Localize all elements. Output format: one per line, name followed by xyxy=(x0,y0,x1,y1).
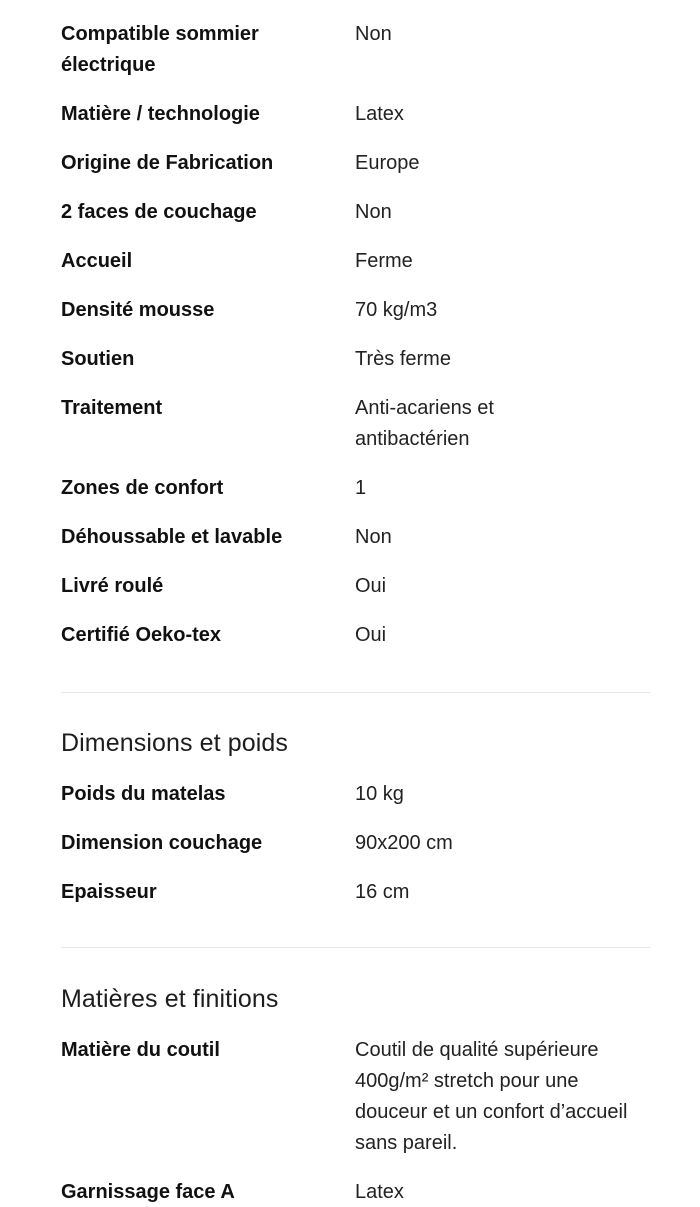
section-divider xyxy=(61,692,650,693)
spec-value: Anti-acariens et antibactérien xyxy=(355,397,494,450)
spec-label: 2 faces de couchage xyxy=(61,201,257,223)
spec-value: 70 kg/m3 xyxy=(355,299,438,321)
spec-value: 10 kg xyxy=(355,783,404,805)
spec-row xyxy=(61,819,650,868)
spec-label: Traitement xyxy=(61,397,163,419)
spec-label: Matière du coutil xyxy=(61,1039,220,1061)
spec-value: Europe xyxy=(355,152,420,174)
spec-row xyxy=(61,1026,650,1168)
general-specs-list xyxy=(61,10,650,660)
spec-row xyxy=(61,90,650,139)
spec-row xyxy=(61,237,650,286)
spec-row xyxy=(61,1168,650,1207)
spec-value: Très ferme xyxy=(355,348,451,370)
section-title-materials: Matières et finitions xyxy=(61,985,279,1013)
spec-value: Latex xyxy=(355,1181,404,1203)
dimensions-specs-list xyxy=(61,770,650,917)
spec-value: Oui xyxy=(355,624,387,646)
spec-label: Origine de Fabrication xyxy=(61,152,274,174)
spec-value: 16 cm xyxy=(355,881,410,903)
spec-label: Epaisseur xyxy=(61,881,157,903)
spec-row xyxy=(61,10,650,90)
spec-row xyxy=(61,139,650,188)
spec-value: Non xyxy=(355,526,392,548)
spec-label: Zones de confort xyxy=(61,477,224,499)
spec-label: Matière / technologie xyxy=(61,103,260,125)
spec-row xyxy=(61,513,650,562)
spec-label: Compatible sommier électrique xyxy=(61,23,259,76)
spec-value: Latex xyxy=(355,103,404,125)
spec-label: Poids du matelas xyxy=(61,783,226,805)
spec-row xyxy=(61,611,650,660)
spec-label: Soutien xyxy=(61,348,135,370)
spec-label: Certifié Oeko-tex xyxy=(61,624,222,646)
spec-row xyxy=(61,464,650,513)
materials-specs-list xyxy=(61,1026,650,1207)
spec-label: Livré roulé xyxy=(61,575,164,597)
spec-value: Non xyxy=(355,201,392,223)
spec-value: Oui xyxy=(355,575,387,597)
spec-row xyxy=(61,384,650,464)
spec-label: Densité mousse xyxy=(61,299,215,321)
spec-label: Accueil xyxy=(61,250,133,272)
spec-row xyxy=(61,868,650,917)
spec-label: Dimension couchage xyxy=(61,832,263,854)
spec-value: Coutil de qualité supérieure 400g/m² stretch pour une douceur et un confort d’accueil sans pareil. xyxy=(355,1039,628,1154)
spec-row xyxy=(61,188,650,237)
spec-label: Garnissage face A xyxy=(61,1181,235,1203)
spec-row xyxy=(61,562,650,611)
spec-value: Non xyxy=(355,23,392,45)
spec-row xyxy=(61,770,650,819)
spec-row xyxy=(61,286,650,335)
section-title-dimensions: Dimensions et poids xyxy=(61,729,289,757)
spec-label: Déhoussable et lavable xyxy=(61,526,283,548)
product-specs-page xyxy=(0,10,700,1207)
spec-value: Ferme xyxy=(355,250,413,272)
section-divider xyxy=(61,947,650,948)
spec-value: 1 xyxy=(355,477,367,499)
spec-row xyxy=(61,335,650,384)
spec-value: 90x200 cm xyxy=(355,832,453,854)
